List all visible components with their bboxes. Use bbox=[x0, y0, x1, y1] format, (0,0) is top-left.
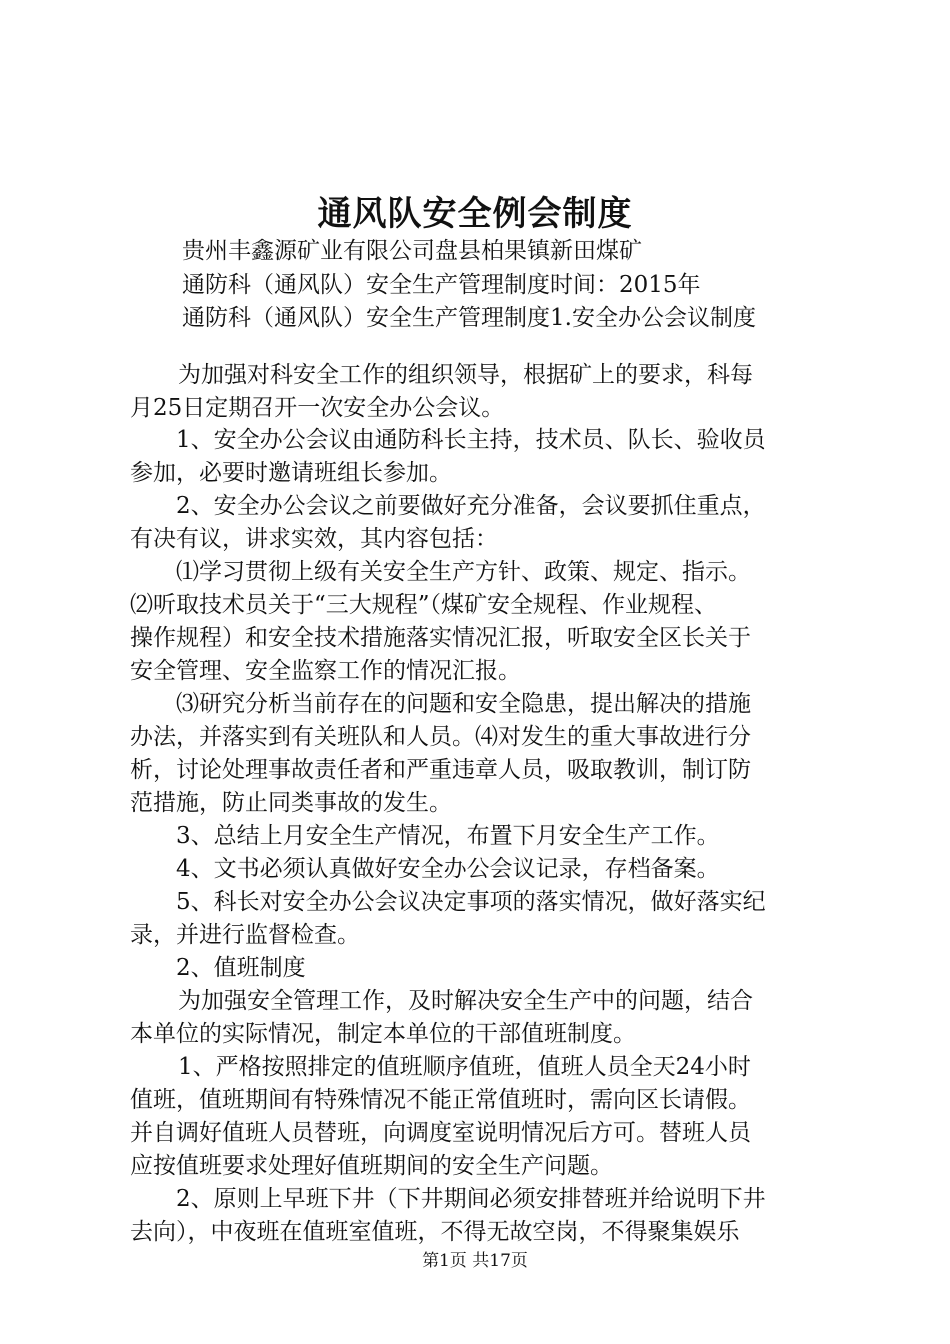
paragraph-line: 参加，必要时邀请班组长参加。 bbox=[130, 460, 452, 486]
paragraph-line: 2、原则上早班下井（下井期间必须安排替班并给说明下井 bbox=[176, 1186, 766, 1212]
paragraph-line: ⑴学习贯彻上级有关安全生产方针、政策、规定、指示。 bbox=[176, 559, 751, 585]
paragraph-line: 值班，值班期间有特殊情况不能正常值班时，需向区长请假。 bbox=[130, 1087, 751, 1113]
paragraph-line: 4、文书必须认真做好安全办公会议记录，存档备案。 bbox=[176, 856, 720, 882]
paragraph-line: 为加强对科安全工作的组织领导，根据矿上的要求，科每 bbox=[178, 362, 753, 388]
paragraph-line: 安全管理、安全监察工作的情况汇报。 bbox=[130, 658, 521, 684]
paragraph-line: 1、安全办公会议由通防科长主持，技术员、队长、验收员 bbox=[176, 427, 766, 453]
paragraph-line: 本单位的实际情况，制定本单位的干部值班制度。 bbox=[130, 1021, 636, 1047]
paragraph-line: 5、科长对安全办公会议决定事项的落实情况，做好落实纪 bbox=[176, 889, 766, 915]
paragraph-line: 1、严格按照排定的值班顺序值班，值班人员全天24小时 bbox=[178, 1054, 751, 1080]
paragraph-line: 3、总结上月安全生产情况，布置下月安全生产工作。 bbox=[176, 823, 720, 849]
paragraph-line: ⑶研究分析当前存在的问题和安全隐患，提出解决的措施 bbox=[176, 691, 751, 717]
paragraph-line: 录，并进行监督检查。 bbox=[130, 922, 360, 948]
paragraph-line: 范措施，防止同类事故的发生。 bbox=[130, 790, 452, 816]
paragraph-line: 操作规程）和安全技术措施落实情况汇报，听取安全区长关于 bbox=[130, 625, 751, 651]
paragraph-line: 为加强安全管理工作，及时解决安全生产中的问题，结合 bbox=[178, 988, 753, 1014]
header-line-section: 通防科（通风队）安全生产管理制度1.安全办公会议制度 bbox=[182, 305, 756, 331]
header-line-date: 通防科（通风队）安全生产管理制度时间：2015年 bbox=[182, 272, 701, 298]
paragraph-line: 2、安全办公会议之前要做好充分准备，会议要抓住重点， bbox=[176, 493, 766, 519]
page-number-footer: 第1页 共17页 bbox=[422, 1251, 528, 1271]
paragraph-line: 有决有议，讲求实效，其内容包括： bbox=[130, 526, 498, 552]
paragraph-line: 月25日定期召开一次安全办公会议。 bbox=[130, 395, 505, 421]
paragraph-line: 办法，并落实到有关班队和人员。⑷对发生的重大事故进行分 bbox=[130, 724, 751, 750]
header-line-company: 贵州丰鑫源矿业有限公司盘县柏果镇新田煤矿 bbox=[182, 238, 642, 264]
paragraph-line: 去向），中夜班在值班室值班，不得无故空岗，不得聚集娱乐 bbox=[130, 1219, 740, 1245]
paragraph-line: 应按值班要求处理好值班期间的安全生产问题。 bbox=[130, 1153, 613, 1179]
paragraph-line: 析，讨论处理事故责任者和严重违章人员，吸取教训，制订防 bbox=[130, 757, 751, 783]
paragraph-line: ⑵听取技术员关于“三大规程”（煤矿安全规程、作业规程、 bbox=[130, 592, 718, 618]
paragraph-line: 并自调好值班人员替班，向调度室说明情况后方可。替班人员 bbox=[130, 1120, 751, 1146]
document-title: 通风队安全例会制度 bbox=[317, 194, 633, 234]
section-heading: 2、值班制度 bbox=[176, 955, 306, 981]
